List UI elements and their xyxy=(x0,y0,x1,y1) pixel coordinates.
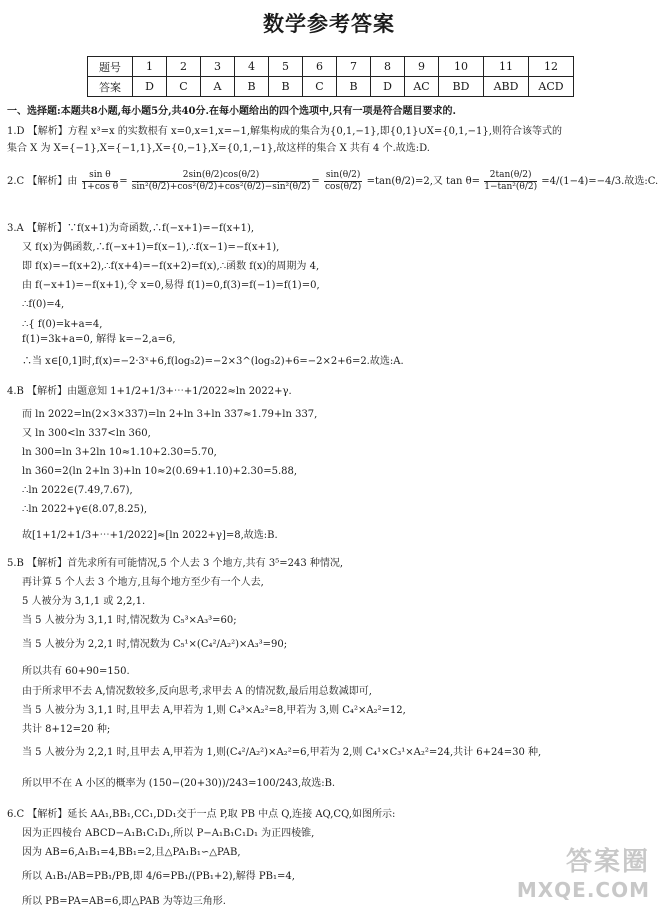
q5-line: 5.B 【解析】首先求所有可能情况,5 个人去 3 个地方,共有 3⁵=243 种情况, xyxy=(7,558,344,569)
q4-line: 故[1+1/2+1/3+⋯+1/2022]≈[ln 2022+γ]=8,故选:B. xyxy=(22,530,278,541)
answer-table-answer-row xyxy=(88,77,574,97)
q5-line: 5 人被分为 3,1,1 或 2,2,1. xyxy=(22,596,146,607)
answer-cell: ACD xyxy=(529,77,574,97)
answer-table xyxy=(87,56,574,97)
q2-fraction xyxy=(132,170,311,193)
q5-line: 共计 8+12=20 种; xyxy=(22,724,111,735)
watermark-logo xyxy=(517,841,650,902)
fraction-numerator: sin θ xyxy=(82,170,119,182)
q4-line: ln 360=2(ln 2+ln 3)+ln 10≈2(0.69+1.10)+2.30=5.88, xyxy=(22,466,298,477)
q3-line: ∴当 x∈[0,1]时,f(x)=−2·3ˣ+6,f(log₃2)=−2×3^(log₃2)+6=−2×2+6=2.故选:A. xyxy=(22,356,404,367)
q4-line: 而 ln 2022=ln(2×3×337)=ln 2+ln 3+ln 337≈1.79+ln 337, xyxy=(22,409,318,420)
q4-line: ln 300=ln 3+2ln 10≈1.10+2.30=5.70, xyxy=(22,447,217,458)
answer-cell: BD xyxy=(439,77,484,97)
q6-line: 因为 AB=6,A₁B₁=4,BB₁=2,且△PA₁B₁∽△PAB, xyxy=(22,847,241,858)
answer-cell: B xyxy=(337,77,371,97)
number-cell: 4 xyxy=(235,57,269,77)
number-cell: 2 xyxy=(167,57,201,77)
fraction-denominator: 1+cos θ xyxy=(81,182,119,192)
answer-cell: AC xyxy=(405,77,439,97)
number-cell: 1 xyxy=(133,57,167,77)
number-cell: 6 xyxy=(303,57,337,77)
q2-fraction xyxy=(484,170,537,193)
q6-line: 所以 PB=PA=AB=6,即△PAB 为等边三角形. xyxy=(22,896,226,907)
q1-line: 集合 X 为 X={−1},X={−1,1},X={0,−1},X={0,1,−1},故这样的集合 X 共有 4 个.故选:D. xyxy=(7,143,430,154)
q6-line: 6.C 【解析】延长 AA₁,BB₁,CC₁,DD₁交于一点 P,取 PB 中点 Q,连接 AQ,CQ,如图所示: xyxy=(7,809,396,820)
q2-fraction xyxy=(324,170,363,193)
page-title: 数学参考答案 xyxy=(263,12,395,36)
q2-middle: =tan(θ/2)=2,又 tan θ= xyxy=(366,176,481,187)
answer-table-header-row xyxy=(88,57,574,77)
number-cell: 10 xyxy=(439,57,484,77)
q5-line: 当 5 人被分为 2,2,1 时,情况数为 C₅¹×(C₄²/A₂²)×A₃³=90; xyxy=(22,639,288,650)
number-cell: 9 xyxy=(405,57,439,77)
number-cell: 12 xyxy=(529,57,574,77)
q5-line: 当 5 人被分为 2,2,1 时,且甲去 A,甲若为 1,则(C₄²/A₂²)×A₂²=6,甲若为 2,则 C₄¹×C₃¹×A₂²=24,共计 6+24=30 种, xyxy=(22,747,542,758)
q2-line: 2.C 【解析】由 $\frac{\text{sin θ}}{\text{1+cos θ}}$ = $\frac{2\sin(\theta/2)\cos(\theta/2)}{\text{sin²(θ/2)+cos²(θ/2)+cos²(θ/2)−sin²(θ/2)}}$ = $\frac{\sin(\theta/2)}{\cos(\theta/2)}$ =tan(θ/2)=2,又 tan θ= $\frac{2\tan(\theta/2)}{\text{1−tan²(θ/2)}}$ =4/(1−4)=−4/3.故选:C. xyxy=(7,170,658,192)
watermark-text: 答案圈 xyxy=(565,847,650,877)
q4-line: ∴ln 2022+γ∈(8.07,8.25), xyxy=(22,504,148,515)
fraction-denominator: 1−tan²(θ/2) xyxy=(484,182,538,192)
number-cell: 7 xyxy=(337,57,371,77)
q5-line: 由于所求甲不去 A,情况数较多,反向思考,求甲去 A 的情况数,最后用总数减即可, xyxy=(22,686,372,697)
q3-line: ∴f(0)=4, xyxy=(22,299,65,310)
q3-line: ∴{ f(0)=k+a=4, xyxy=(22,319,103,330)
answer-cell: B xyxy=(269,77,303,97)
fraction-numerator: 2sin(θ/2)cos(θ/2) xyxy=(132,170,311,182)
answer-cell: C xyxy=(167,77,201,97)
q1-line: 1.D 【解析】方程 x³=x 的实数根有 x=0,x=1,x=−1,解集构成的集合为{0,1,−1},即{0,1}∪X={0,1,−1},则符合该等式的 xyxy=(7,126,562,137)
q5-line: 当 5 人被分为 3,1,1 时,且甲去 A,甲若为 1,则 C₄³×A₂²=8,甲若为 3,则 C₄²×A₂²=12, xyxy=(22,705,406,716)
q3-line: 即 f(x)=−f(x+2),∴f(x+4)=−f(x+2)=f(x),∴函数 f(x)的周期为 4, xyxy=(22,261,320,272)
number-cell: 11 xyxy=(484,57,529,77)
q3-line: 由 f(−x+1)=−f(x+1),令 x=0,易得 f(1)=0,f(3)=f(−1)=f(1)=0, xyxy=(22,280,320,291)
header-label-cell: 题号 xyxy=(88,57,133,77)
answer-cell: D xyxy=(133,77,167,97)
answer-cell: B xyxy=(235,77,269,97)
q6-line: 因为正四棱台 ABCD−A₁B₁C₁D₁,所以 P−A₁B₁C₁D₁ 为正四棱锥, xyxy=(22,828,315,839)
q4-line: 4.B 【解析】由题意知 1+1/2+1/3+⋯+1/2022≈ln 2022+γ. xyxy=(7,386,292,397)
q3-line: f(1)=3k+a=0, 解得 k=−2,a=6, xyxy=(22,334,176,345)
q2-prefix: 2.C 【解析】由 xyxy=(7,176,78,187)
fraction-numerator: sin(θ/2) xyxy=(325,170,361,180)
q2-fraction xyxy=(82,170,119,193)
section-heading: 一、选择题:本题共8小题,每小题5分,共40分.在每小题给出的四个选项中,只有一项是符合题目要求的. xyxy=(7,106,456,117)
q6-line: 所以 A₁B₁/AB=PB₁/PB,即 4/6=PB₁/(PB₁+2),解得 PB₁=4, xyxy=(22,871,295,882)
number-cell: 3 xyxy=(201,57,235,77)
q5-line: 所以甲不在 A 小区的概率为 (150−(20+30))/243=100/243,故选:B. xyxy=(22,778,336,789)
number-cell: 8 xyxy=(371,57,405,77)
q5-line: 当 5 人被分为 3,1,1 时,情况数为 C₅³×A₃³=60; xyxy=(22,615,237,626)
fraction-denominator: sin²(θ/2)+cos²(θ/2)+cos²(θ/2)−sin²(θ/2) xyxy=(131,182,311,192)
q4-line: 又 ln 300<ln 337<ln 360, xyxy=(22,428,151,439)
q2-end: =4/(1−4)=−4/3.故选:C. xyxy=(541,176,658,187)
answer-cell: A xyxy=(201,77,235,97)
fraction-numerator: 2tan(θ/2) xyxy=(484,170,537,182)
fraction-denominator: cos(θ/2) xyxy=(325,182,362,192)
answer-cell: C xyxy=(303,77,337,97)
q5-line: 再计算 5 个人去 3 个地方,且每个地方至少有一个人去, xyxy=(22,577,264,588)
q3-line: 3.A 【解析】∵f(x+1)为奇函数,∴f(−x+1)=−f(x+1), xyxy=(7,223,255,234)
answer-cell: ABD xyxy=(484,77,529,97)
answer-label-cell: 答案 xyxy=(88,77,133,97)
watermark-url: MXQE.COM xyxy=(516,878,650,902)
q3-line: 又 f(x)为偶函数,∴f(−x+1)=f(x−1),∴f(x−1)=−f(x+1), xyxy=(22,242,280,253)
q4-line: ∴ln 2022∈(7.49,7.67), xyxy=(22,485,133,496)
number-cell: 5 xyxy=(269,57,303,77)
q5-line: 所以共有 60+90=150. xyxy=(22,666,130,677)
answer-cell: D xyxy=(371,77,405,97)
